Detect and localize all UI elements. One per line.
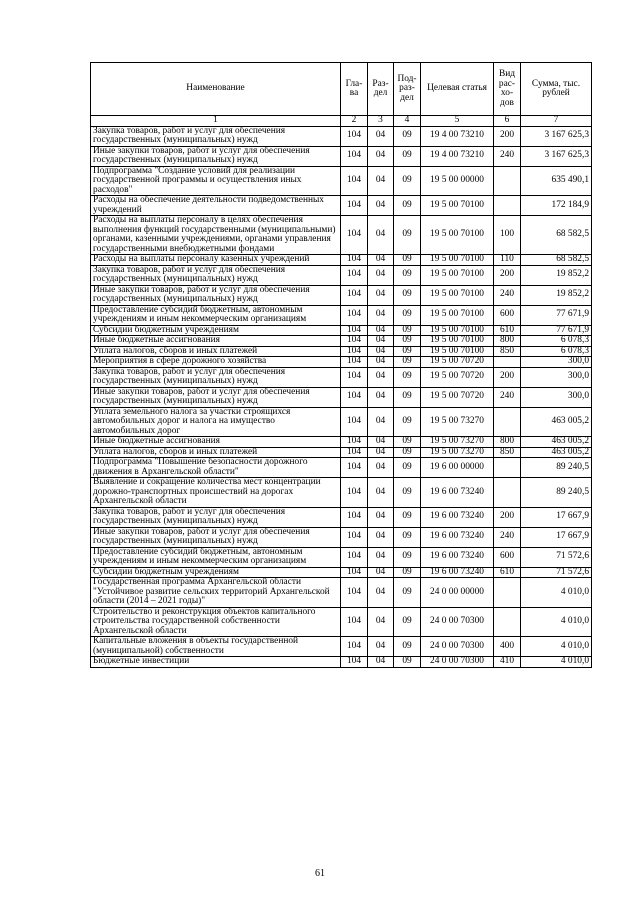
cell-name: Расходы на обеспечение деятельности подведомственных учреждений <box>91 196 341 216</box>
cell-sum: 89 240,5 <box>521 458 592 478</box>
cell-v: 600 <box>494 305 521 325</box>
cell-sum: 635 490,1 <box>521 166 592 196</box>
cell-v: 610 <box>494 325 521 336</box>
cell-r: 04 <box>368 346 394 357</box>
cell-s: 19 5 00 70100 <box>421 285 494 305</box>
cell-p: 09 <box>394 325 421 336</box>
cell-r: 04 <box>368 285 394 305</box>
cell-name: Закупка товаров, работ и услуг для обеспечения государственных (муниципальных) нужд <box>91 507 341 527</box>
cell-sum: 300,0 <box>521 357 592 368</box>
cell-sum: 4 010,0 <box>521 657 592 668</box>
cell-sum: 19 852,2 <box>521 285 592 305</box>
cell-g: 104 <box>341 637 368 657</box>
cell-sum: 17 667,9 <box>521 527 592 547</box>
cell-r: 04 <box>368 447 394 458</box>
cell-g: 104 <box>341 126 368 146</box>
cell-g: 104 <box>341 346 368 357</box>
cell-p: 09 <box>394 657 421 668</box>
cell-v: 200 <box>494 507 521 527</box>
header-target-article: Целевая статья <box>421 63 494 116</box>
cell-name: Расходы на выплаты персоналу казенных учреждений <box>91 255 341 266</box>
cell-v: 240 <box>494 146 521 166</box>
header-razdel: Раз-дел <box>368 63 394 116</box>
cell-v: 610 <box>494 567 521 578</box>
cell-p: 09 <box>394 547 421 567</box>
cell-s: 19 5 00 73270 <box>421 447 494 458</box>
cell-s: 19 5 00 70100 <box>421 196 494 216</box>
cell-g: 104 <box>341 336 368 347</box>
cell-g: 104 <box>341 507 368 527</box>
header-sum: Сумма, тыс. рублей <box>521 63 592 116</box>
cell-r: 04 <box>368 407 394 437</box>
cell-sum: 68 582,5 <box>521 255 592 266</box>
cell-r: 04 <box>368 126 394 146</box>
cell-p: 09 <box>394 346 421 357</box>
cell-r: 04 <box>368 507 394 527</box>
cell-sum: 4 010,0 <box>521 578 592 608</box>
cell-g: 104 <box>341 285 368 305</box>
cell-s: 19 6 00 73240 <box>421 478 494 508</box>
cell-v: 800 <box>494 336 521 347</box>
table-row <box>91 507 592 527</box>
cell-v: 410 <box>494 657 521 668</box>
table-row <box>91 547 592 567</box>
cell-s: 19 4 00 73210 <box>421 146 494 166</box>
cell-g: 104 <box>341 527 368 547</box>
cell-sum: 19 852,2 <box>521 265 592 285</box>
table-row <box>91 527 592 547</box>
cell-s: 19 6 00 73240 <box>421 507 494 527</box>
table-row <box>91 567 592 578</box>
cell-sum: 89 240,5 <box>521 478 592 508</box>
cell-s: 24 0 00 00000 <box>421 578 494 608</box>
table-row <box>91 578 592 608</box>
cell-name: Капитальные вложения в объекты государственной (муниципальной) собственности <box>91 637 341 657</box>
cell-name: Иные закупки товаров, работ и услуг для обеспечения государственных (муниципальных) нужд <box>91 285 341 305</box>
table-row <box>91 196 592 216</box>
cell-r: 04 <box>368 255 394 266</box>
table-row <box>91 265 592 285</box>
cell-g: 104 <box>341 305 368 325</box>
cell-r: 04 <box>368 567 394 578</box>
table-row <box>91 637 592 657</box>
cell-sum: 463 005,2 <box>521 407 592 437</box>
table-row <box>91 146 592 166</box>
cell-v <box>494 478 521 508</box>
cell-r: 04 <box>368 637 394 657</box>
cell-v <box>494 196 521 216</box>
cell-g: 104 <box>341 567 368 578</box>
cell-r: 04 <box>368 578 394 608</box>
budget-table <box>90 62 592 668</box>
table-body <box>91 126 592 667</box>
cell-v <box>494 166 521 196</box>
header-podrazdel: Под-раз-дел <box>394 63 421 116</box>
cell-s: 19 5 00 70100 <box>421 325 494 336</box>
cell-sum: 6 078,3 <box>521 346 592 357</box>
cell-r: 04 <box>368 216 394 255</box>
cell-g: 104 <box>341 387 368 407</box>
cell-v <box>494 607 521 637</box>
cell-g: 104 <box>341 166 368 196</box>
column-number: 4 <box>394 116 421 127</box>
column-number-row <box>91 116 592 127</box>
cell-p: 09 <box>394 507 421 527</box>
cell-g: 104 <box>341 607 368 637</box>
cell-p: 09 <box>394 458 421 478</box>
cell-p: 09 <box>394 447 421 458</box>
cell-name: Предоставление субсидий бюджетным, автономным учреждениям и иным некоммерческим организациям <box>91 547 341 567</box>
cell-p: 09 <box>394 126 421 146</box>
column-number: 5 <box>421 116 494 127</box>
cell-name: Мероприятия в сфере дорожного хозяйства <box>91 357 341 368</box>
cell-s: 19 5 00 70100 <box>421 265 494 285</box>
cell-s: 19 4 00 73210 <box>421 126 494 146</box>
cell-p: 09 <box>394 216 421 255</box>
cell-sum: 77 671,9 <box>521 305 592 325</box>
cell-v: 850 <box>494 346 521 357</box>
cell-s: 24 0 00 70300 <box>421 657 494 668</box>
cell-s: 19 5 00 70100 <box>421 255 494 266</box>
table-row <box>91 305 592 325</box>
cell-name: Подпрограмма "Повышение безопасности дорожного движения в Архангельской области" <box>91 458 341 478</box>
cell-s: 19 5 00 70720 <box>421 367 494 387</box>
cell-v: 240 <box>494 387 521 407</box>
cell-p: 09 <box>394 255 421 266</box>
cell-r: 04 <box>368 357 394 368</box>
cell-v: 240 <box>494 527 521 547</box>
cell-sum: 3 167 625,3 <box>521 126 592 146</box>
cell-name: Выявление и сокращение количества мест концентрации дорожно-транспортных происшествий на дорогах Архангельской области <box>91 478 341 508</box>
table-row <box>91 285 592 305</box>
cell-name: Расходы на выплаты персоналу в целях обеспечения выполнения функций государственными (муниципальными) органами, казенными учреждениями, органами управления государственными внебюджетными фондами <box>91 216 341 255</box>
table-row <box>91 346 592 357</box>
cell-r: 04 <box>368 265 394 285</box>
cell-r: 04 <box>368 527 394 547</box>
cell-s: 19 5 00 70100 <box>421 216 494 255</box>
cell-r: 04 <box>368 478 394 508</box>
column-number: 6 <box>494 116 521 127</box>
cell-p: 09 <box>394 527 421 547</box>
cell-name: Строительство и реконструкция объектов капитального строительства государственной собственности Архангельской области <box>91 607 341 637</box>
cell-s: 19 5 00 70100 <box>421 305 494 325</box>
cell-name: Иные бюджетные ассигнования <box>91 336 341 347</box>
cell-p: 09 <box>394 478 421 508</box>
cell-p: 09 <box>394 578 421 608</box>
cell-p: 09 <box>394 305 421 325</box>
cell-g: 104 <box>341 437 368 448</box>
cell-p: 09 <box>394 367 421 387</box>
table-row <box>91 357 592 368</box>
cell-v: 200 <box>494 367 521 387</box>
cell-name: Закупка товаров, работ и услуг для обеспечения государственных (муниципальных) нужд <box>91 265 341 285</box>
column-number: 1 <box>91 116 341 127</box>
cell-g: 104 <box>341 325 368 336</box>
cell-s: 19 6 00 73240 <box>421 547 494 567</box>
cell-g: 104 <box>341 146 368 166</box>
cell-name: Иные бюджетные ассигнования <box>91 437 341 448</box>
cell-v: 800 <box>494 437 521 448</box>
cell-g: 104 <box>341 657 368 668</box>
cell-p: 09 <box>394 387 421 407</box>
cell-name: Иные закупки товаров, работ и услуг для обеспечения государственных (муниципальных) нужд <box>91 387 341 407</box>
header-expense-type: Вид рас-хо-дов <box>494 63 521 116</box>
cell-name: Подпрограмма "Создание условий для реализации государственной программы и осуществления иных расходов" <box>91 166 341 196</box>
cell-v: 850 <box>494 447 521 458</box>
cell-sum: 77 671,9 <box>521 325 592 336</box>
cell-r: 04 <box>368 336 394 347</box>
column-number: 7 <box>521 116 592 127</box>
column-number: 2 <box>341 116 368 127</box>
table-row <box>91 336 592 347</box>
cell-r: 04 <box>368 325 394 336</box>
cell-name: Субсидии бюджетным учреждениям <box>91 325 341 336</box>
cell-s: 19 5 00 00000 <box>421 166 494 196</box>
cell-g: 104 <box>341 255 368 266</box>
cell-name: Субсидии бюджетным учреждениям <box>91 567 341 578</box>
cell-s: 19 5 00 70720 <box>421 387 494 407</box>
cell-g: 104 <box>341 357 368 368</box>
cell-v: 240 <box>494 285 521 305</box>
cell-g: 104 <box>341 547 368 567</box>
table-row <box>91 255 592 266</box>
cell-g: 104 <box>341 196 368 216</box>
cell-s: 24 0 00 70300 <box>421 607 494 637</box>
table-row <box>91 437 592 448</box>
cell-r: 04 <box>368 166 394 196</box>
cell-name: Закупка товаров, работ и услуг для обеспечения государственных (муниципальных) нужд <box>91 126 341 146</box>
cell-g: 104 <box>341 458 368 478</box>
cell-g: 104 <box>341 367 368 387</box>
cell-sum: 4 010,0 <box>521 637 592 657</box>
cell-r: 04 <box>368 657 394 668</box>
cell-s: 19 5 00 70720 <box>421 357 494 368</box>
cell-g: 104 <box>341 216 368 255</box>
table-row <box>91 407 592 437</box>
cell-sum: 463 005,2 <box>521 447 592 458</box>
cell-r: 04 <box>368 196 394 216</box>
cell-name: Уплата налогов, сборов и иных платежей <box>91 346 341 357</box>
table-row <box>91 216 592 255</box>
cell-name: Уплата налогов, сборов и иных платежей <box>91 447 341 458</box>
page-number: 61 <box>315 868 325 879</box>
cell-r: 04 <box>368 305 394 325</box>
cell-r: 04 <box>368 437 394 448</box>
cell-sum: 4 010,0 <box>521 607 592 637</box>
cell-v: 600 <box>494 547 521 567</box>
cell-name: Закупка товаров, работ и услуг для обеспечения государственных (муниципальных) нужд <box>91 367 341 387</box>
cell-v <box>494 357 521 368</box>
cell-p: 09 <box>394 166 421 196</box>
cell-p: 09 <box>394 437 421 448</box>
table-row <box>91 458 592 478</box>
cell-v: 200 <box>494 265 521 285</box>
cell-p: 09 <box>394 336 421 347</box>
table-row <box>91 657 592 668</box>
cell-s: 19 5 00 73270 <box>421 437 494 448</box>
cell-r: 04 <box>368 607 394 637</box>
cell-sum: 6 078,3 <box>521 336 592 347</box>
header-glava: Гла-ва <box>341 63 368 116</box>
cell-s: 19 5 00 70100 <box>421 336 494 347</box>
table-row <box>91 387 592 407</box>
cell-p: 09 <box>394 567 421 578</box>
cell-g: 104 <box>341 478 368 508</box>
cell-sum: 172 184,9 <box>521 196 592 216</box>
cell-name: Государственная программа Архангельской области "Устойчивое развитие сельских территорий Архангельской области (2014 – 2021 годы)" <box>91 578 341 608</box>
cell-v: 200 <box>494 126 521 146</box>
cell-name: Уплата земельного налога за участки строящихся автомобильных дорог и налога на имущество автомобильных дорог <box>91 407 341 437</box>
table-row <box>91 478 592 508</box>
cell-p: 09 <box>394 637 421 657</box>
table-row <box>91 447 592 458</box>
cell-sum: 300,0 <box>521 367 592 387</box>
cell-sum: 463 005,2 <box>521 437 592 448</box>
cell-v <box>494 407 521 437</box>
cell-name: Иные закупки товаров, работ и услуг для обеспечения государственных (муниципальных) нужд <box>91 527 341 547</box>
cell-r: 04 <box>368 387 394 407</box>
table-row <box>91 367 592 387</box>
cell-g: 104 <box>341 265 368 285</box>
cell-g: 104 <box>341 407 368 437</box>
cell-r: 04 <box>368 458 394 478</box>
cell-s: 19 6 00 00000 <box>421 458 494 478</box>
cell-g: 104 <box>341 578 368 608</box>
table-row <box>91 607 592 637</box>
cell-sum: 300,0 <box>521 387 592 407</box>
cell-p: 09 <box>394 285 421 305</box>
cell-v: 400 <box>494 637 521 657</box>
cell-r: 04 <box>368 367 394 387</box>
column-number: 3 <box>368 116 394 127</box>
cell-sum: 68 582,5 <box>521 216 592 255</box>
cell-v: 110 <box>494 255 521 266</box>
cell-sum: 71 572,6 <box>521 567 592 578</box>
cell-v <box>494 578 521 608</box>
cell-p: 09 <box>394 357 421 368</box>
cell-p: 09 <box>394 196 421 216</box>
cell-s: 19 6 00 73240 <box>421 567 494 578</box>
cell-v <box>494 458 521 478</box>
cell-g: 104 <box>341 447 368 458</box>
cell-p: 09 <box>394 607 421 637</box>
cell-s: 19 6 00 73240 <box>421 527 494 547</box>
cell-p: 09 <box>394 146 421 166</box>
cell-r: 04 <box>368 146 394 166</box>
cell-name: Иные закупки товаров, работ и услуг для обеспечения государственных (муниципальных) нужд <box>91 146 341 166</box>
header-row <box>91 63 592 116</box>
cell-p: 09 <box>394 407 421 437</box>
header-name: Наименование <box>91 63 341 116</box>
table-row <box>91 126 592 146</box>
cell-r: 04 <box>368 547 394 567</box>
cell-s: 24 0 00 70300 <box>421 637 494 657</box>
cell-sum: 17 667,9 <box>521 507 592 527</box>
cell-sum: 71 572,6 <box>521 547 592 567</box>
cell-name: Бюджетные инвестиции <box>91 657 341 668</box>
table-row <box>91 325 592 336</box>
cell-name: Предоставление субсидий бюджетным, автономным учреждениям и иным некоммерческим организациям <box>91 305 341 325</box>
cell-p: 09 <box>394 265 421 285</box>
cell-sum: 3 167 625,3 <box>521 146 592 166</box>
table-row <box>91 166 592 196</box>
cell-s: 19 5 00 73270 <box>421 407 494 437</box>
cell-v: 100 <box>494 216 521 255</box>
cell-s: 19 5 00 70100 <box>421 346 494 357</box>
